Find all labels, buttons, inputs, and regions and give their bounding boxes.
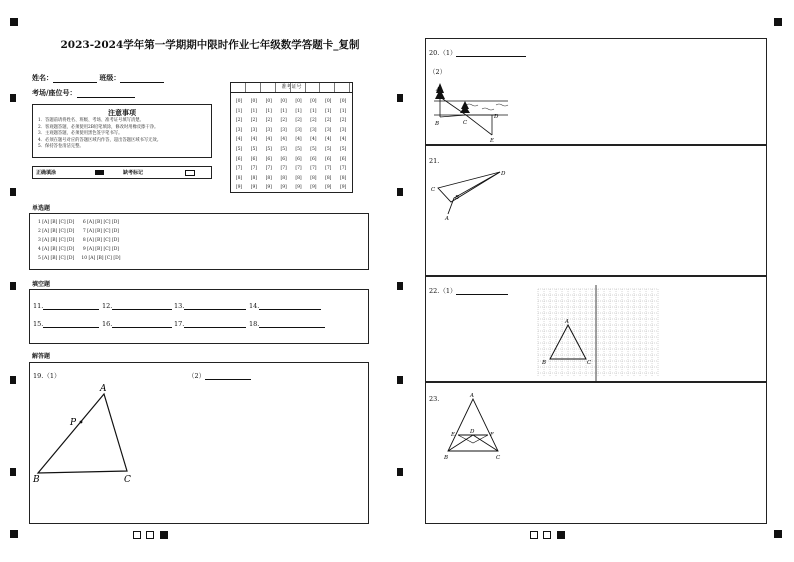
exam-id-bubble[interactable]: [6] [265,156,272,162]
answer-box-20[interactable] [425,38,767,145]
exam-id-bubble[interactable]: [4] [325,137,332,143]
label-e: E [490,138,495,144]
q22-label: 22.（1） [429,287,457,295]
label-e: E [451,432,456,438]
exam-id-bubble[interactable]: [7] [339,166,347,172]
exam-id-digits [233,83,352,191]
answer-box-23[interactable] [425,382,767,524]
exam-id-bubble[interactable]: [2] [235,118,243,124]
exam-id-bubble[interactable]: [6] [325,156,332,162]
room-field[interactable] [32,88,135,98]
exam-id-column [278,97,290,193]
notice-line: 5．保持答卷清洁完整。 [38,144,84,149]
label-c: C [431,187,436,193]
exam-id-bubble[interactable]: [2] [325,118,332,124]
exam-id-column [322,97,334,193]
missing-mark-label: 缺考标记 [123,170,144,176]
answer-box-19[interactable] [29,362,369,524]
exam-id-column-header [337,83,350,92]
exam-id-column-header [248,83,261,92]
exam-id-bubble[interactable]: [5] [310,146,317,152]
blank-line [259,302,321,310]
blank-number: 17. [174,320,185,328]
exam-id-bubble[interactable]: [9] [250,185,258,191]
choice-row[interactable]: 5 [A] [B] [C] [D] 10 [A] [B] [C] [D] [38,256,121,261]
exam-id-bubble[interactable]: [5] [339,146,347,152]
exam-id-bubble[interactable]: [4] [250,137,258,143]
exam-id-bubble[interactable]: [0] [325,99,332,104]
timing-mark [10,188,16,196]
blank-18[interactable] [249,320,325,328]
exam-id-bubble[interactable]: [5] [250,146,258,152]
blank-number: 13. [174,302,185,310]
exam-id-bubble[interactable]: [1] [265,108,272,114]
exam-id-bubble[interactable]: [8] [325,175,332,181]
page-marker-filled [160,531,168,539]
exam-id-bubble[interactable]: [3] [250,127,258,133]
blank-17[interactable] [174,320,246,328]
figure-22-grid [426,277,768,383]
exam-id-bubble[interactable]: [3] [265,127,272,133]
answer-heading: 解答题 [32,353,51,360]
single-choice-box [29,213,369,270]
blank-number: 15. [33,320,44,328]
exam-id-bubble[interactable]: [2] [339,118,347,124]
page-marker-box [543,531,551,539]
choice-row[interactable]: 1 [A] [B] [C] [D] 6 [A] [B] [C] [D] [38,220,120,225]
exam-id-bubble[interactable]: [4] [310,137,317,143]
exam-id-bubble[interactable]: [1] [325,108,332,114]
notice-line: 2．客观题答题，必须使用2B铅笔填涂，修改时用橡皮擦干净。 [38,124,159,130]
exam-id-bubble[interactable]: [8] [339,175,347,181]
timing-mark [10,282,16,290]
label-a: A [445,216,449,222]
exam-id-bubble[interactable]: [3] [339,127,347,133]
q19-part1-label: 19.（1） [33,372,61,380]
room-label: 考场/座位号： [32,88,77,97]
label-c: C [496,455,501,461]
choice-row[interactable]: 4 [A] [B] [C] [D] 9 [A] [B] [C] [D] [38,247,120,252]
blank-16[interactable] [102,320,172,328]
q19-part2-label: （2） [188,372,206,380]
exam-id-bubble[interactable]: [2] [310,118,317,124]
exam-id-bubble[interactable]: [9] [265,185,272,191]
triangle-abc [38,394,127,473]
blank-line [43,320,99,328]
exam-id-bubble[interactable]: [6] [339,156,347,162]
blank-14[interactable] [249,302,321,310]
timing-mark [397,468,403,476]
timing-mark [10,468,16,476]
label-c: C [124,475,131,485]
timing-mark [10,18,18,26]
exam-id-bubble[interactable]: [2] [280,118,287,124]
label-c: C [587,360,592,366]
exam-id-bubble[interactable]: [3] [310,127,317,133]
exam-id-bubble[interactable]: [3] [295,127,302,133]
blank-number: 18. [249,320,260,328]
exam-id-bubble[interactable]: [3] [235,127,243,133]
notice-line: 1．答题前请将姓名、班级、考场、准考证号填写清楚。 [38,118,144,123]
q21-label: 21. [429,157,440,165]
blank-number: 14. [249,302,260,310]
choice-row[interactable]: 3 [A] [B] [C] [D] 8 [A] [B] [C] [D] [38,238,120,243]
exam-id-column [337,97,349,193]
notice-line: 4．必须在题号对应的答题区域内作答，超出答题区域书写无效。 [38,137,162,143]
exam-id-bubble[interactable]: [9] [235,185,243,191]
label-a: A [470,393,474,399]
label-b: B [33,475,40,485]
figure-19 [30,363,370,525]
exam-id-bubble[interactable]: [8] [265,175,272,181]
answer-box-21[interactable] [425,145,767,276]
exam-id-bubble[interactable]: [8] [280,175,287,181]
exam-id-column-header [278,83,291,92]
exam-id-bubble[interactable]: [1] [235,108,243,114]
choice-row[interactable]: 2 [A] [B] [C] [D] 7 [A] [B] [C] [D] [38,229,120,234]
exam-id-column-header [293,83,306,92]
exam-id-column [307,97,319,193]
exam-id-bubble[interactable]: [4] [265,137,272,143]
blank-number: 12. [102,302,113,310]
exam-id-bubble[interactable]: [5] [325,146,332,152]
exam-id-bubble[interactable]: [7] [295,166,302,172]
exam-id-bubble[interactable]: [5] [280,146,287,152]
timing-mark [10,530,18,538]
exam-id-bubble[interactable]: [4] [339,137,347,143]
exam-id-bubble[interactable]: [5] [265,146,272,152]
timing-mark [397,376,403,384]
label-d: D [501,171,506,177]
page-title: 2023-2024学年第一学期期中限时作业七年级数学答题卡_复制 [60,39,360,51]
exam-id-bubble[interactable]: [1] [339,108,347,114]
timing-mark [397,188,403,196]
exam-id-bubble[interactable]: [2] [295,118,302,124]
exam-id-bubble[interactable]: [9] [310,185,317,191]
mark-example-box [32,166,212,179]
exam-id-bubble[interactable]: [0] [280,99,287,104]
page-marker-box [530,531,538,539]
exam-id-column [248,97,260,193]
class-line [120,75,164,83]
name-label: 姓名： [32,73,53,82]
blank-line [43,302,99,310]
label-b: B [435,121,440,127]
class-label: 班级： [99,73,121,82]
exam-id-bubble[interactable]: [0] [339,99,347,104]
point-p [80,421,83,424]
fill-blank-box [29,289,369,344]
timing-mark [10,94,16,102]
exam-id-bubble[interactable]: [1] [250,108,258,114]
figure-23 [426,383,768,525]
exam-id-bubble[interactable]: [0] [235,99,243,104]
exam-id-bubble[interactable]: [6] [295,156,302,162]
exam-id-column-header [233,83,246,92]
label-a: A [436,87,440,93]
exam-id-bubble[interactable]: [2] [265,118,272,124]
blank-12[interactable] [102,302,172,310]
label-a: A [565,319,569,325]
exam-id-bubble[interactable]: [5] [295,146,302,152]
q20-part1-label: 20.（1） [429,49,457,57]
exam-id-bubble[interactable]: [9] [339,185,347,191]
exam-id-bubble[interactable]: [9] [295,185,302,191]
blank-line [112,320,172,328]
exam-id-column [233,97,245,193]
exam-id-column-header [307,83,320,92]
timing-mark [10,376,16,384]
page-marker-filled [557,531,565,539]
label-d: D [470,429,475,435]
blank-line [259,320,325,328]
exam-id-bubble[interactable]: [4] [295,137,302,143]
figure-20 [426,39,768,146]
blank-line [184,320,246,328]
exam-id-column [293,97,305,193]
exam-id-bubble[interactable]: [7] [310,166,317,172]
exam-id-column [263,97,275,193]
exam-id-bubble[interactable]: [6] [235,156,243,162]
exam-id-bubble[interactable]: [0] [265,99,272,104]
label-b: B [542,360,547,366]
timing-mark [397,94,403,102]
exam-id-bubble[interactable]: [0] [310,99,317,104]
q23-label: 23. [429,395,440,403]
exam-id-bubble[interactable]: [7] [325,166,332,172]
label-a: A [100,384,107,394]
label-f: F [490,432,494,438]
blank-13[interactable] [174,302,246,310]
exam-id-bubble[interactable]: [1] [295,108,302,114]
exam-id-bubble[interactable]: [6] [280,156,287,162]
filled-bubble-icon [95,170,104,175]
timing-mark [397,282,403,290]
exam-id-bubble[interactable]: [8] [295,175,302,181]
answer-box-22[interactable] [425,276,767,382]
blank-number: 11. [33,302,44,310]
exam-id-bubble[interactable]: [5] [235,146,243,152]
blank-line [112,302,172,310]
coordinate-grid [538,289,658,377]
exam-id-bubble[interactable]: [4] [280,137,287,143]
room-line [77,90,135,98]
label-b: B [455,195,460,201]
timing-mark [774,18,782,26]
exam-id-bubble[interactable]: [6] [250,156,258,162]
exam-id-bubble[interactable]: [6] [310,156,317,162]
exam-id-bubble[interactable]: [3] [280,127,287,133]
exam-id-bubble[interactable]: [9] [325,185,332,191]
blank-11[interactable] [33,302,99,310]
exam-id-bubble[interactable]: [9] [280,185,287,191]
label-p: P [70,418,77,428]
exam-id-column-header [322,83,335,92]
single-choice-heading: 单选题 [32,205,51,212]
missing-mark-checkbox[interactable] [185,170,195,176]
exam-id-heading: 准考证号 [231,83,352,93]
timing-mark [774,530,782,538]
exam-id-bubble[interactable]: [7] [250,166,258,172]
exam-id-bubble[interactable]: [0] [295,99,302,104]
exam-id-bubble[interactable]: [0] [250,99,258,104]
exam-id-bubble[interactable]: [8] [235,175,243,181]
name-line [53,75,97,83]
exam-id-grid [230,82,353,193]
fill-blank-heading: 填空题 [32,281,51,288]
q20-part2-label: （2） [429,68,447,76]
exam-id-bubble[interactable]: [2] [250,118,258,124]
exam-id-bubble[interactable]: [4] [235,137,243,143]
correct-fill-label: 正确填涂 [36,170,57,176]
exam-id-bubble[interactable]: [7] [265,166,272,172]
notice-box [32,104,212,158]
page-marker-box [133,531,141,539]
exam-id-bubble[interactable]: [7] [235,166,243,172]
name-field[interactable] [32,73,164,83]
exam-id-bubble[interactable]: [1] [310,108,317,114]
blank-15[interactable] [33,320,99,328]
figure-21 [426,146,768,277]
page-marker-box [146,531,154,539]
notice-heading: 注意事项 [108,108,136,117]
exam-id-bubble[interactable]: [8] [310,175,317,181]
exam-id-column-header [263,83,276,92]
blank-number: 16. [102,320,113,328]
exam-id-bubble[interactable]: [1] [280,108,287,114]
exam-id-bubble[interactable]: [8] [250,175,258,181]
label-b: B [444,455,449,461]
exam-id-bubble[interactable]: [7] [280,166,287,172]
notice-line: 3．主观题答题，必须使用黑色签字笔书写。 [38,131,123,136]
exam-id-bubble[interactable]: [3] [325,127,332,133]
label-d: D [494,114,499,120]
blank-line [184,302,246,310]
label-c: C [463,120,468,126]
